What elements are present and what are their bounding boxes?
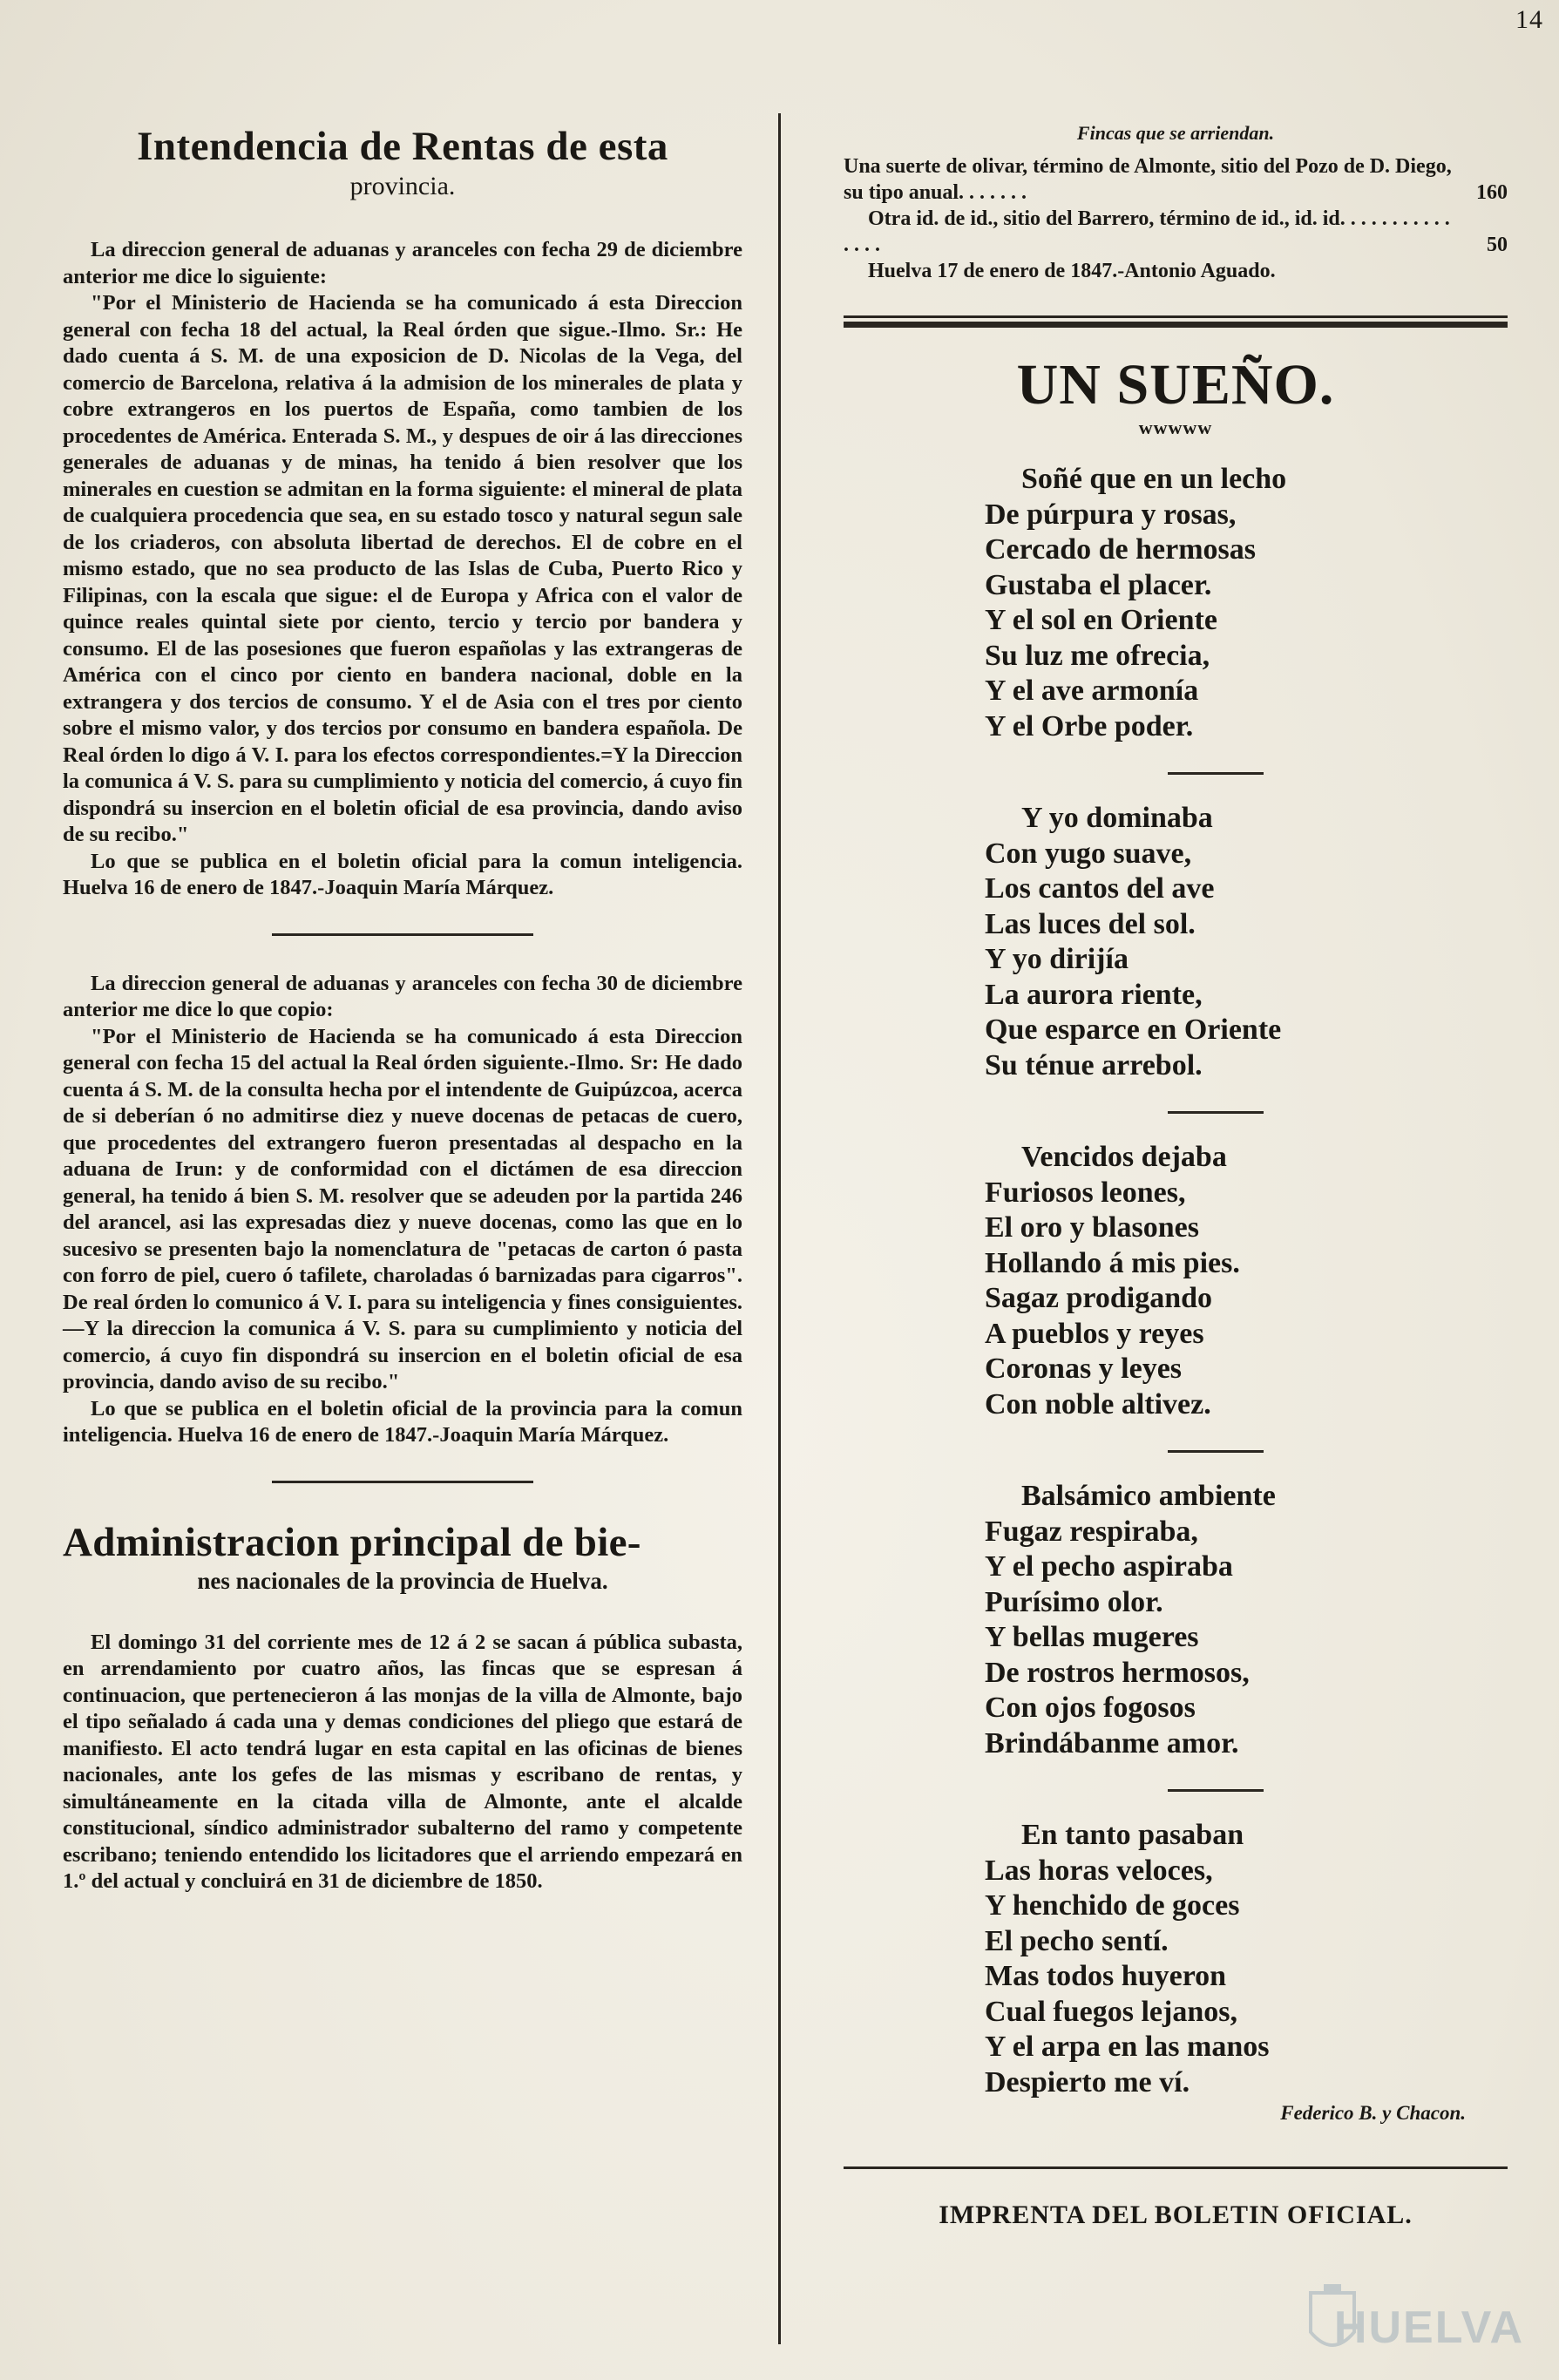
paragraph: La direccion general de aduanas y aranceles con fecha 30 de diciembre anterior me dice lo que copio: (63, 971, 742, 1021)
poem-line: Su luz me ofrecia, (985, 639, 1210, 672)
stanza-rule (1168, 1450, 1264, 1453)
date-signature-line: Huelva 17 de enero de 1847.-Antonio Aguado. (868, 260, 1276, 282)
poem-line: Y yo dirijía (985, 943, 1129, 975)
poem-line: Mas todos huyeron (985, 1960, 1227, 1992)
poem-stanza (844, 1818, 1508, 2100)
poem-line: Soñé que en un lecho (1021, 463, 1287, 495)
poem-line: Purísimo olor. (985, 1585, 1163, 1618)
poem-line: Los cantos del ave (985, 872, 1215, 905)
poem-line: Vencidos dejaba (1021, 1141, 1227, 1173)
poem-line: Gustaba el placer. (985, 568, 1212, 601)
double-rule (844, 315, 1508, 328)
column-divider (778, 113, 781, 2344)
stanza-rule (1168, 772, 1264, 775)
poem-line: La aurora riente, (985, 978, 1203, 1011)
poem-line: Su ténue arrebol. (985, 1048, 1203, 1082)
paragraph: El domingo 31 del corriente mes de 12 á 2 se sacan á pública subasta, en arrendamiento por cuatro años, las fincas que se espresan á continuacion, que pertenecieron á las monjas de la villa de Almonte, bajo el tipo señalado á cada una y demas condiciones del pliego que estará de manifiesto. El acto tendrá lugar en esta capital en las oficinas de bienes nacionales, ante los gefes de las mismas y escribano de rentas, y simultáneamente en la citada villa de Almonte, ante el alcalde constitucional, síndico administrador subalterno del ramo y competente escribano; teniendo entendido los licitadores que el arriendo empezará en 1.º del actual y concluirá en 31 de diciembre de 1850. (63, 1630, 742, 1893)
poem-line: Y el pecho aspiraba (985, 1550, 1233, 1583)
intendencia-heading: Intendencia de Rentas de esta (137, 124, 668, 169)
poem-line: Fugaz respiraba, (985, 1515, 1198, 1548)
poem-line: Brindábanme amor. (985, 1726, 1239, 1760)
page-number: 14 (1515, 5, 1543, 34)
poem-line: Furiosos leones, (985, 1176, 1186, 1209)
poem-line: Despierto me ví. (985, 2065, 1190, 2099)
poem-line: Con noble altivez. (985, 1387, 1211, 1421)
huelva-watermark (1306, 2258, 1524, 2363)
poem-line: Que esparce en Oriente (985, 1014, 1282, 1046)
poem-line: En tanto pasaban (1021, 1819, 1244, 1851)
paragraph: "Por el Ministerio de Hacienda se ha comunicado á esta Direccion general con fecha 15 del actual la Real órden siguiente.-Ilmo. Sr: He dado cuenta á S. M. de la consulta hecha por el intendente de Guipúzcoa, acerca de si deberían ó no admitirse diez y nueve docenas de petacas de cuero, que procedentes del extrangero fueron presentadas al despacho en la aduana de Irun: y de conformidad con el dictámen de esa direccion general, ha tenido á bien S. M. resolver que se adeuden por la partida 246 del arancel, asi las expresadas diez y nueve docenas, como las que en lo sucesivo se presenten bajo la nomenclatura de "petacas de carton ó pasta con forro de piel, cuero ó tafilete, charoladas ó barnizadas para cigarros". De real órden lo comunico á V. I. para su inteligencia y fines consiguientes.—Y la direccion la comunica á V. S. para su cumplimiento y noticia del comercio, á cuyo fin dispondrá su insercion en el boletin oficial de esa provincia, dando aviso de su recibo." (63, 1024, 742, 1393)
poem-line: De rostros hermosos, (985, 1656, 1250, 1689)
poem-line: Balsámico ambiente (1021, 1480, 1276, 1512)
poem-line: Y yo dominaba (1021, 802, 1213, 834)
poem-line: De púrpura y rosas, (985, 498, 1237, 531)
fincas-title: Fincas que se arriendan. (1076, 122, 1275, 144)
administracion-subheading: nes nacionales de la provincia de Huelva. (197, 1567, 608, 1594)
paragraph: "Por el Ministerio de Hacienda se ha comunicado á esta Direccion general con fecha 18 del actual, la Real órden que sigue.-Ilmo. Sr.: He dado cuenta á S. M. de una exposicion de D. Nicolas de la Vega, del comercio de Barcelona, relativa á la admision de los minerales de plata y cobre extrangeros en los puertos de España, como tambien de los procedentes de América. Enterada S. M., y despues de oir á las direcciones generales de aduanas y de minas, ha tenido á bien resolver que los minerales en cuestion se admitan en la forma siguiente: el mineral de plata de cualquiera procedencia que sea, en su estado tosco y natural segun sale de los criaderos, con absoluta libertad de derechos. El de cobre en el mismo estado, que no sea producto de las Islas de Cuba, Puerto Rico y Filipinas, con la escala que sigue: el de Europa y Africa con el valor de quince reales quintal siete por ciento, tercio y tercio por bandera y consumo. El de las posesiones que fueron españolas y las extrangeras de América con el cinco por ciento en bandera nacional, doble en la extrangera y dos tercios de consumo. Y el de Asia con el tres por ciento sobre el mismo valor, y dos tercios por consumo en bandera española. De Real órden lo digo á V. I. para los efectos correspondientes.=Y la Direccion la comunica á V. S. para su cumplimiento y noticia del comercio, á cuyo fin dispondrá su insercion en el boletin oficial de esa provincia, dando aviso de su recibo." (63, 291, 742, 846)
poem-line: Las luces del sol. (985, 907, 1196, 940)
finca-item (844, 153, 1508, 206)
poem-signature: Federico B. y Chacon. (1280, 2102, 1466, 2124)
stanza-rule (1168, 1789, 1264, 1792)
imprenta-footer: IMPRENTA DEL BOLETIN OFICIAL. (939, 2200, 1413, 2229)
poem-line: Cercado de hermosas (985, 533, 1256, 566)
paragraph: Lo que se publica en el boletin oficial de la provincia para la comun inteligencia. Huelva 16 de enero de 1847.-Joaquin María Márquez. (63, 1396, 742, 1447)
poem-line: Coronas y leyes (985, 1353, 1183, 1385)
poem-stanza (844, 1479, 1508, 1761)
poem-line: Y el ave armonía (985, 675, 1199, 707)
poem-line: Con yugo suave, (985, 837, 1192, 870)
left-column (63, 122, 742, 1895)
poem-line: Y henchido de goces (985, 1889, 1240, 1922)
finca-description: Otra id. de id., sitio del Barrero, término de id., id. id. . . . . . . . . . . . . . . (844, 207, 1450, 256)
intendencia-subheading: provincia. (349, 172, 456, 200)
poem-line: Y bellas mugeres (985, 1621, 1199, 1653)
poem-line: Y el sol en Oriente (985, 604, 1217, 636)
poem-line: Cual fuegos lejanos, (985, 1995, 1237, 2028)
poem-title: UN SUEÑO. (1016, 353, 1335, 417)
poem-stanza (844, 801, 1508, 1083)
poem-line: Hollando á mis pies. (985, 1246, 1240, 1279)
poem-line: A pueblos y reyes (985, 1317, 1204, 1350)
finca-description: Una suerte de olivar, término de Almonte, sitio del Pozo de D. Diego, su tipo anual. . . . . . . (844, 155, 1452, 204)
paragraph: Lo que se publica en el boletin oficial para la comun inteligencia. Huelva 16 de enero de 1847.-Joaquin María Márquez. (63, 849, 742, 899)
watermark-text: HUELVA (1333, 2302, 1524, 2353)
poem-line: Sagaz prodigando (985, 1282, 1213, 1314)
poem-line: Las horas veloces, (985, 1854, 1213, 1887)
poem-stanza (844, 462, 1508, 744)
administracion-heading: Administracion principal de bie- (63, 1519, 641, 1565)
right-column (844, 122, 1508, 2230)
poem (844, 462, 1508, 2100)
poem-line: Y el Orbe poder. (985, 709, 1194, 742)
poem-line: Con ojos fogosos (985, 1692, 1196, 1724)
finca-value: 160 (1476, 181, 1508, 204)
finca-value: 50 (1487, 234, 1508, 256)
finca-item (844, 206, 1508, 258)
paragraph: La direccion general de aduanas y aranceles con fecha 29 de diciembre anterior me dice lo siguiente: (63, 238, 742, 288)
stanza-rule (1168, 1111, 1264, 1114)
section-rule (272, 933, 533, 936)
bottom-rule (844, 2166, 1508, 2169)
poem-line: Y el arpa en las manos (985, 2031, 1270, 2063)
poem-stanza (844, 1140, 1508, 1422)
section-rule (272, 1481, 533, 1483)
poem-line: El oro y blasones (985, 1211, 1199, 1244)
ornament: wwwww (1138, 417, 1213, 438)
poem-line: El pecho sentí. (985, 1924, 1169, 1957)
